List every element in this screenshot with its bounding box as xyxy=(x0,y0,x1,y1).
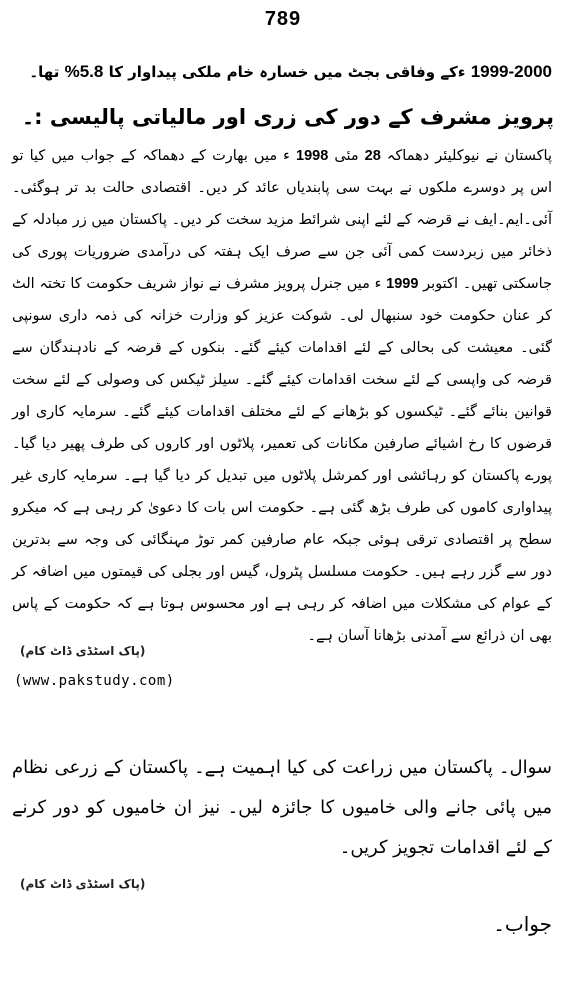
budget-text-before: ءکے وفاقی بجٹ میں خسارہ خام ملکی پیداوار کا xyxy=(108,63,466,81)
paragraph-part-1: پاکستان نے نیوکلیئر دھماکہ xyxy=(386,148,552,164)
watermark-text-2: پاک اسٹڈی ڈاٹ کام xyxy=(25,877,140,891)
paragraph-part-4: ء میں جنرل پرویز مشرف نے نواز شریف حکومت کا تختہ الٹ کر عنان حکومت خود سنبھال لی۔ شوکت عزیز کو وزارت خزانہ کی ذمہ داری سونپی گئی۔ معیشت کی بحالی کے لئے اقدامات کیئے گئے۔ بنکوں کے قرضہ کے نادہندگان سے قرضہ کی واپسی کے لئے سخت اقدامات کیئے گئے۔ سیلز ٹیکس کی وصولی کے لئے سخت قوانین بنائے گئے۔ ٹیکسوں کو بڑھانے کے لئے مختلف اقدامات کیئے گئے۔ سرمایہ کاری اور قرضوں کا رخ اشیائے صارفین مکانات کی تعمیر، پلاٹوں اور کاروں کی طرف پھیر دیا گیا۔ پورے پاکستان کو رہائشی اور کمرشل پلاٹوں میں تبدیل کر دیا گیا ہے۔ سرمایہ کاری غیر پیداواری کاموں کی طرف بڑھ گئی ہے۔ حکومت اس بات کا دعویٰ کر رہی ہے کہ میکرو سطح پر اقتصادی ترقی ہوئی جبکہ عام صارفین کمر توڑ مہنگائی کی وجہ سے بدترین دور سے گزر رہے ہیں۔ حکومت مسلسل پٹرول، گیس اور بجلی کی قیمتوں میں اضافہ کر کے عوام کی مشکلات میں اضافہ کر رہی ہے اور محسوس ہوتا ہے کہ حکومت کے پاس بھی ان ذرائع سے آمدنی بڑھانا آسان ہے۔ xyxy=(12,276,552,644)
budget-years: 1999-2000 xyxy=(470,62,552,81)
nuclear-test-year: 1998 xyxy=(296,148,329,164)
budget-deficit-line xyxy=(12,58,552,86)
nuclear-test-day: 28 xyxy=(364,148,381,164)
page-number: 789 xyxy=(264,8,302,30)
answer-label: جواب۔ xyxy=(493,912,552,936)
budget-percent: 5.8% xyxy=(64,62,104,81)
watermark-text: پاک اسٹڈی ڈاٹ کام xyxy=(25,644,140,658)
paragraph-part-2: مئی xyxy=(334,148,359,164)
coup-year: 1999 xyxy=(386,276,419,292)
budget-text-after: تھا۔ xyxy=(29,63,60,81)
watermark-stamp: (پاک اسٹڈی ڈاٹ کام) xyxy=(20,644,146,658)
watermark-stamp-2: (پاک اسٹڈی ڈاٹ کام) xyxy=(20,877,146,891)
paragraph-part-3: ء میں بھارت کے دھماکہ کے جواب میں کیا تو اس پر دوسرے ملکوں نے بہت سی پابندیاں عائد کر دیں۔ اقتصادی حالت بد تر ہوگئی۔ آئی۔ایم۔ایف نے قرضہ کے لئے اپنی شرائط مزید سخت کر دیں۔ پاکستان میں زر مبادلہ کے ذخائر میں زبردست کمی آئی جن سے صرف ایک ہفتہ کی درآمدی ضروریات پوری کی جاسکتی تھیں۔ اکتوبر xyxy=(12,148,553,292)
website-url: (www.pakstudy.com) xyxy=(14,673,175,689)
policy-paragraph xyxy=(12,140,552,652)
question-text: سوال۔ پاکستان میں زراعت کی کیا اہمیت ہے۔ پاکستان کے زرعی نظام میں پائی جانے والی خامیوں کا جائزہ لیں۔ نیز ان خامیوں کو دور کرنے کے لئے اقدامات تجویز کریں۔ xyxy=(12,757,552,858)
section-heading: پرویز مشرف کے دور کی زری اور مالیاتی پالیسی :۔ xyxy=(21,105,554,129)
